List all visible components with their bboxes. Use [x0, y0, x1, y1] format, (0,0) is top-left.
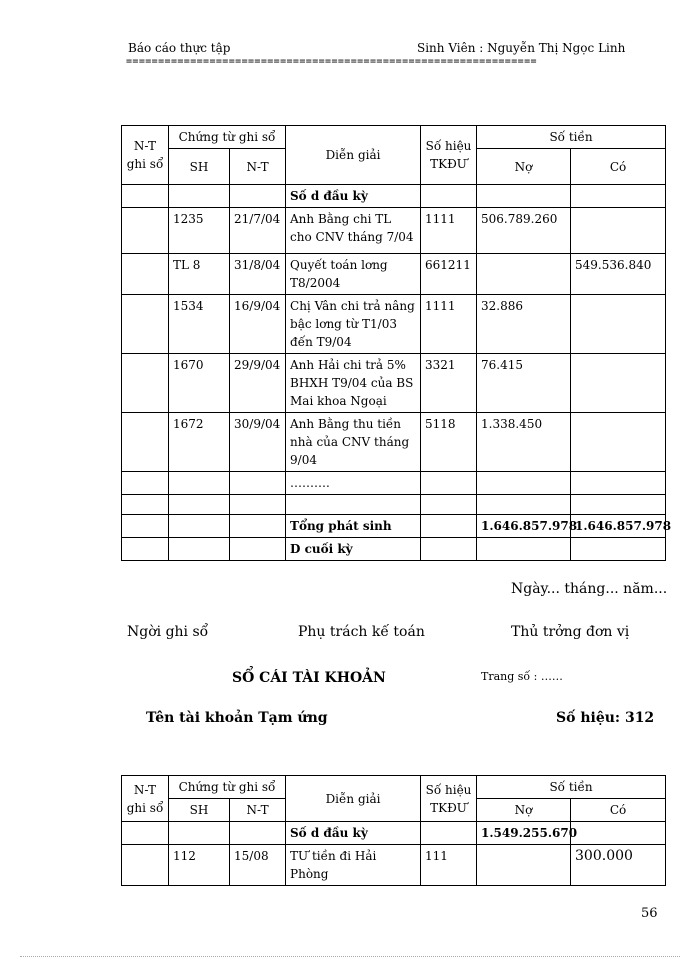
date-line: Ngày... tháng... năm...: [511, 581, 668, 597]
cell-nt: [122, 208, 169, 254]
header-nt2: N-T: [230, 799, 286, 822]
cell-co: [571, 538, 666, 561]
cell-co: [571, 822, 666, 845]
header-co: Có: [571, 149, 666, 185]
cell-co: 1.646.857.978: [571, 515, 666, 538]
cell-tk: 1111: [421, 295, 477, 354]
cell-date: 15/08: [230, 845, 286, 886]
cell-sh: [169, 472, 230, 495]
table-row: [122, 515, 666, 538]
cell-tk: [421, 495, 477, 515]
cell-nt: [122, 822, 169, 845]
table-row: [122, 845, 666, 886]
cell-nt: [122, 413, 169, 472]
table-row: [122, 822, 666, 845]
signature-head: Thủ trởng đơn vị: [511, 624, 630, 640]
cell-sh: [169, 538, 230, 561]
table-row: [122, 354, 666, 413]
cell-no: [477, 538, 571, 561]
cell-desc: Chị Vân chi trả nâng bậc lơng từ T1/03 đến T9/04: [286, 295, 421, 354]
header-nt2: N-T: [230, 149, 286, 185]
cell-nt: [122, 254, 169, 295]
cell-co: [571, 354, 666, 413]
cell-desc: Số d đầu kỳ: [286, 185, 421, 208]
cell-date: [230, 538, 286, 561]
cell-sh: 112: [169, 845, 230, 886]
cell-tk: [421, 822, 477, 845]
cell-sh: 1235: [169, 208, 230, 254]
header-dien-giai: Diễn giải: [286, 776, 421, 822]
header-no: Nợ: [477, 799, 571, 822]
cell-date: [230, 495, 286, 515]
header-chung-tu: Chứng từ ghi sổ: [169, 126, 286, 149]
cell-sh: [169, 495, 230, 515]
cell-nt: [122, 538, 169, 561]
cell-sh: [169, 185, 230, 208]
cell-date: 21/7/04: [230, 208, 286, 254]
cell-no: 1.549.255.670: [477, 822, 571, 845]
header-sh: SH: [169, 149, 230, 185]
cell-nt: [122, 495, 169, 515]
cell-sh: 1672: [169, 413, 230, 472]
cell-tk: 661211: [421, 254, 477, 295]
cell-no: [477, 845, 571, 886]
cell-desc: D cuối kỳ: [286, 538, 421, 561]
footer-divider: [20, 956, 680, 957]
cell-no: [477, 185, 571, 208]
ledger-table-1: [121, 125, 672, 561]
table-row: [122, 254, 666, 295]
cell-date: 29/9/04: [230, 354, 286, 413]
cell-tk: [421, 185, 477, 208]
cell-sh: TL 8: [169, 254, 230, 295]
cell-desc: Anh Bằng chi TL cho CNV tháng 7/04: [286, 208, 421, 254]
cell-co: [571, 472, 666, 495]
cell-tk: 3321: [421, 354, 477, 413]
cell-no: 506.789.260: [477, 208, 571, 254]
cell-sh: 1670: [169, 354, 230, 413]
header-so-tien: Số tiền: [477, 776, 666, 799]
cell-co: [571, 208, 666, 254]
cell-date: 30/9/04: [230, 413, 286, 472]
cell-desc: [286, 495, 421, 515]
cell-desc: Quyết toán lơng T8/2004: [286, 254, 421, 295]
cell-no: [477, 254, 571, 295]
table-row: [122, 472, 666, 495]
cell-no: [477, 472, 571, 495]
cell-co: 549.536.840: [571, 254, 666, 295]
cell-no: 1.338.450: [477, 413, 571, 472]
cell-nt: [122, 354, 169, 413]
table-row: [122, 208, 666, 254]
header-rule: ================================================================: [126, 56, 537, 67]
cell-tk: [421, 538, 477, 561]
cell-nt: [122, 295, 169, 354]
header-dien-giai: Diễn giải: [286, 126, 421, 185]
account-name: Tên tài khoản Tạm ứng: [146, 710, 328, 726]
cell-sh: [169, 822, 230, 845]
header-nt: N-T ghi sổ: [122, 126, 169, 185]
cell-desc: Số d đầu kỳ: [286, 822, 421, 845]
ledger-title: SỔ CÁI TÀI KHOẢN: [232, 670, 386, 686]
table-row: [122, 538, 666, 561]
signature-recorder: Ngời ghi sổ: [127, 624, 209, 640]
report-title: Báo cáo thực tập: [128, 41, 231, 55]
cell-co: [571, 413, 666, 472]
cell-date: [230, 515, 286, 538]
cell-co: [571, 185, 666, 208]
cell-desc: Anh Bằng thu tiền nhà của CNV tháng 9/04: [286, 413, 421, 472]
cell-date: [230, 822, 286, 845]
cell-tk: [421, 515, 477, 538]
table-row: [122, 295, 666, 354]
table-row: [122, 413, 666, 472]
cell-co: 300.000: [571, 845, 666, 886]
cell-desc: TƯ tiền đi Hải Phòng: [286, 845, 421, 886]
cell-no: 32.886: [477, 295, 571, 354]
cell-tk: 1111: [421, 208, 477, 254]
cell-co: [571, 295, 666, 354]
ledger-table-2: [121, 775, 666, 886]
account-number: Số hiệu: 312: [556, 710, 655, 726]
header-chung-tu: Chứng từ ghi sổ: [169, 776, 286, 799]
cell-nt: [122, 515, 169, 538]
cell-desc: Tổng phát sinh: [286, 515, 421, 538]
cell-date: [230, 472, 286, 495]
page-number: 56: [641, 906, 658, 921]
table-row: [122, 185, 666, 208]
cell-sh: [169, 515, 230, 538]
cell-no: 76.415: [477, 354, 571, 413]
cell-nt: [122, 845, 169, 886]
cell-date: 31/8/04: [230, 254, 286, 295]
page-label: Trang số : ……: [481, 670, 563, 683]
header-no: Nợ: [477, 149, 571, 185]
cell-desc: Anh Hải chi trả 5% BHXH T9/04 của BS Mai khoa Ngoại: [286, 354, 421, 413]
header-so-hieu: Số hiệu TKĐƯ: [421, 776, 477, 822]
cell-no: [477, 495, 571, 515]
student-name: Sinh Viên : Nguyễn Thị Ngọc Linh: [417, 41, 626, 55]
header-sh: SH: [169, 799, 230, 822]
cell-nt: [122, 472, 169, 495]
table-row: [122, 495, 666, 515]
cell-desc: ……….: [286, 472, 421, 495]
cell-no: 1.646.857.978: [477, 515, 571, 538]
header-so-hieu: Số hiệu TKĐƯ: [421, 126, 477, 185]
cell-co: [571, 495, 666, 515]
cell-tk: [421, 472, 477, 495]
cell-nt: [122, 185, 169, 208]
cell-sh: 1534: [169, 295, 230, 354]
cell-date: [230, 185, 286, 208]
header-co: Có: [571, 799, 666, 822]
header-so-tien: Số tiền: [477, 126, 666, 149]
cell-tk: 5118: [421, 413, 477, 472]
header-nt: N-T ghi sổ: [122, 776, 169, 822]
cell-tk: 111: [421, 845, 477, 886]
cell-date: 16/9/04: [230, 295, 286, 354]
signature-accountant: Phụ trách kế toán: [298, 624, 425, 640]
